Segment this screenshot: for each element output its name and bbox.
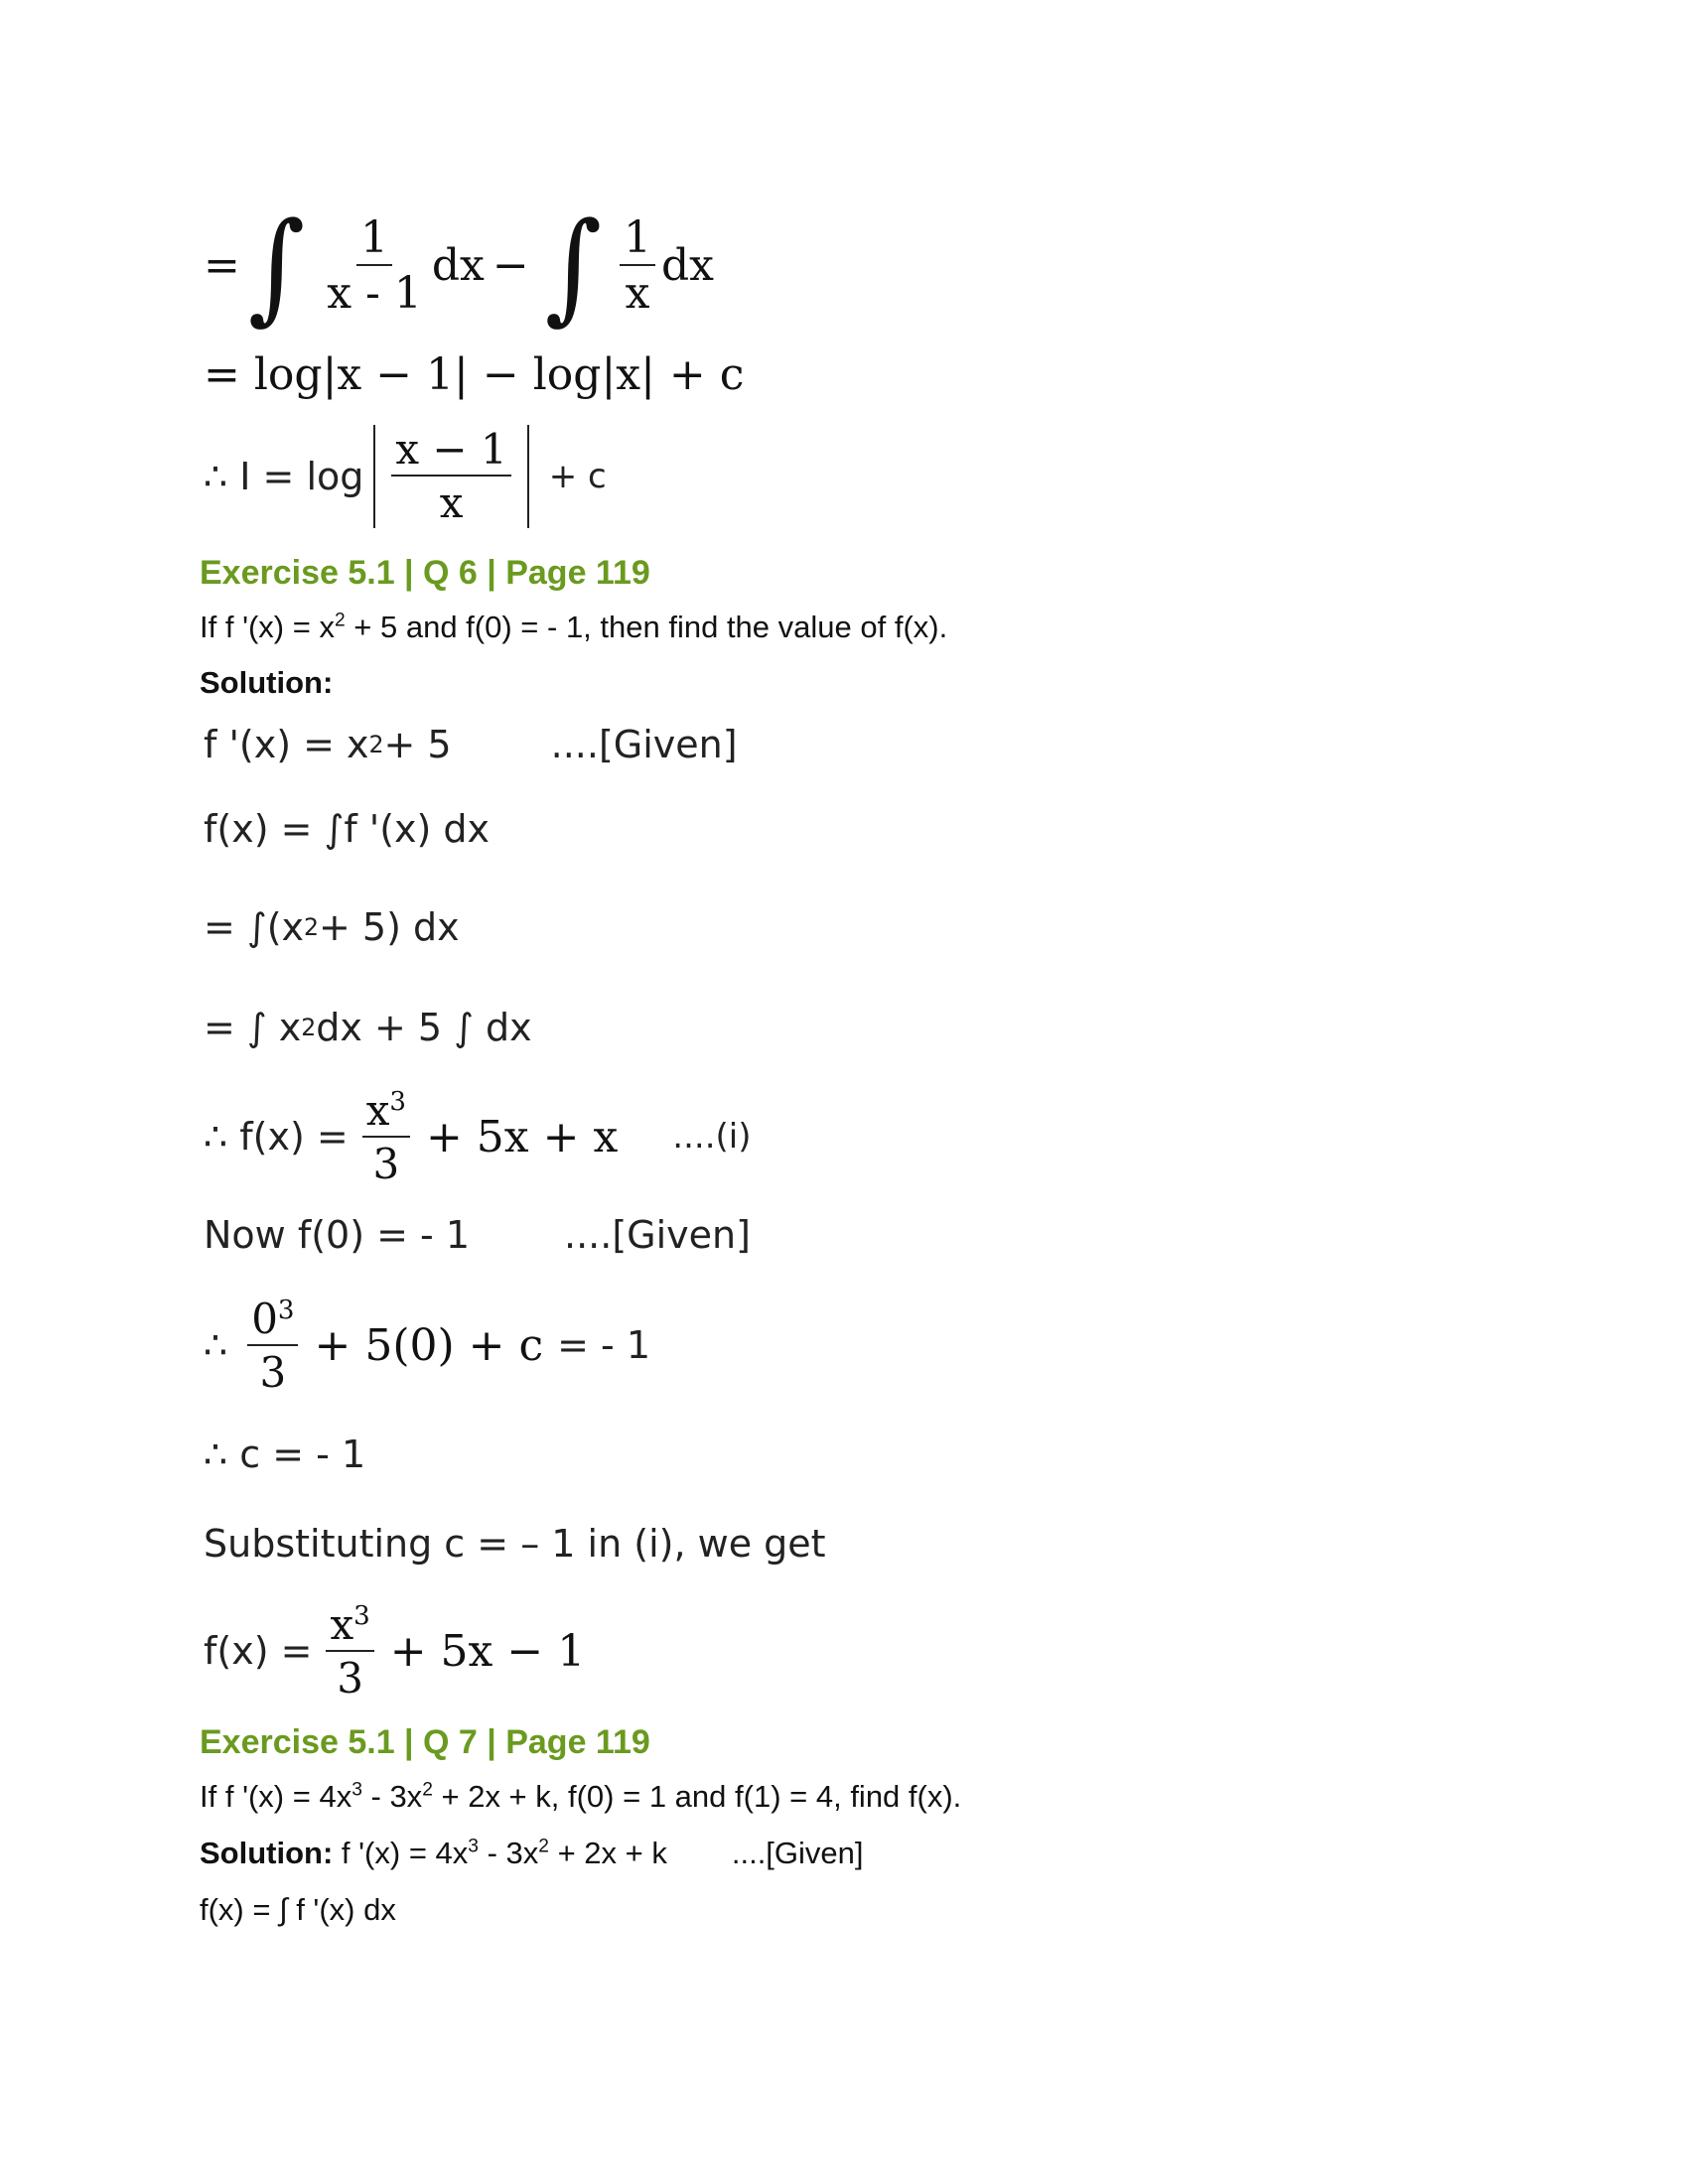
num-base: 0 [251,1294,278,1343]
step-fx-equation-i [204,1077,752,1196]
superscript: 2 [334,610,346,631]
step-text: + 5 [383,723,452,766]
denominator: 3 [372,1139,400,1188]
superscript: 3 [352,1779,362,1801]
step-text: = ∫(x [204,905,305,949]
fraction-x-minus-1-over-x [391,425,510,527]
step-final-fx [204,1591,585,1710]
integral-sign: ∫ [247,196,306,336]
step-given-derivative [204,723,738,766]
step-text: = - 1 [557,1323,651,1367]
solution-label-q7: Solution: [200,1836,334,1870]
given-note: ....[Given] [731,1836,864,1870]
numerator: 1 [356,216,392,266]
fraction-x3-over-3-final [326,1599,373,1703]
step-integral-q7: f(x) = ∫ f '(x) dx [200,1892,396,1927]
solution-label-q6: Solution: [200,665,334,700]
step-text: + 5x + x [425,1111,619,1162]
denominator: 3 [337,1653,363,1703]
superscript: 3 [389,1086,406,1117]
superscript: 2 [538,1836,549,1857]
step-text: + 5) dx [319,905,460,949]
abs-bar-right [527,425,529,528]
step-text: f(x) = [204,1629,313,1673]
num-base: x [365,1085,390,1135]
step-text: = ∫ x [204,1006,302,1049]
superscript: 3 [468,1836,479,1857]
step-text: ∴ f(x) = [204,1115,349,1159]
fraction-1-over-x-minus-1 [323,211,426,319]
denominator: 3 [259,1347,287,1397]
fraction-x3-over-3 [362,1085,410,1188]
question-part: If f '(x) = x [200,610,335,644]
superscript: 2 [422,1779,433,1801]
dx-term-2: dx [661,240,714,291]
given-note: ....[Given] [550,723,738,766]
denominator: x - 1 [327,267,422,319]
numerator [247,1294,298,1346]
equals-sign: = [204,240,240,291]
numerator [326,1599,373,1652]
therefore-symbol: ∴ [204,1323,228,1367]
solution-line-q7 [200,1836,864,1871]
exercise-heading-q6: Exercise 5.1 | Q 6 | Page 119 [200,554,650,592]
question-part: + 2x + k, f(0) = 1 and f(1) = 4, find f(x). [432,1779,962,1814]
step-integral-expand [204,905,460,949]
given-note: ....[Given] [564,1213,751,1257]
step-c-value: ∴ c = - 1 [204,1433,366,1476]
step-integral-definition: f(x) = ∫f '(x) dx [204,807,491,851]
superscript: 2 [304,913,320,941]
step-text: + 5(0) + c [314,1319,544,1371]
solution-part: + 2x + k [548,1836,667,1870]
question-part: If f '(x) = 4x [200,1779,352,1814]
superscript: 2 [368,731,384,758]
integral-sign-2: ∫ [544,196,603,336]
therefore-I-equals-log: ∴ I = log [204,455,364,498]
denominator: x [625,267,650,319]
equation-tag: ....(i) [672,1117,752,1157]
step-now-f0 [204,1213,751,1257]
superscript: 3 [277,1295,295,1325]
plus-c: + c [548,457,607,496]
log-difference-line: = log|x − 1| − log|x| + c [204,349,745,400]
question-q7 [200,1779,961,1815]
superscript: 3 [353,1600,370,1631]
fraction-1-over-x [620,211,655,319]
abs-bar-left [373,425,375,528]
step-integral-split [204,1006,532,1049]
minus-sign: − [492,240,529,291]
superscript: 2 [301,1014,317,1041]
numerator: 1 [620,216,655,266]
question-part: - 3x [361,1779,423,1814]
solution-part: f '(x) = 4x [333,1836,469,1870]
step-text: f '(x) = x [204,723,369,766]
dx-term: dx [431,240,485,291]
solution-part: - 3x [478,1836,539,1870]
question-q6 [200,610,947,645]
log-result-line [204,422,607,531]
step-text: dx + 5 ∫ dx [316,1006,532,1049]
step-substitute-zero [204,1286,650,1405]
step-substituting: Substituting c = – 1 in (i), we get [204,1522,826,1566]
exercise-heading-q7: Exercise 5.1 | Q 7 | Page 119 [200,1723,650,1761]
integral-split-line [204,196,714,336]
step-text: + 5x − 1 [389,1625,586,1677]
numerator [362,1085,410,1138]
fraction-03-over-3 [247,1294,298,1397]
step-text: Now f(0) = - 1 [204,1213,471,1257]
num-base: x [330,1599,354,1649]
denominator: x [439,478,464,527]
question-part: + 5 and f(0) = - 1, then find the value of f(x). [345,610,948,644]
numerator: x − 1 [391,429,510,477]
